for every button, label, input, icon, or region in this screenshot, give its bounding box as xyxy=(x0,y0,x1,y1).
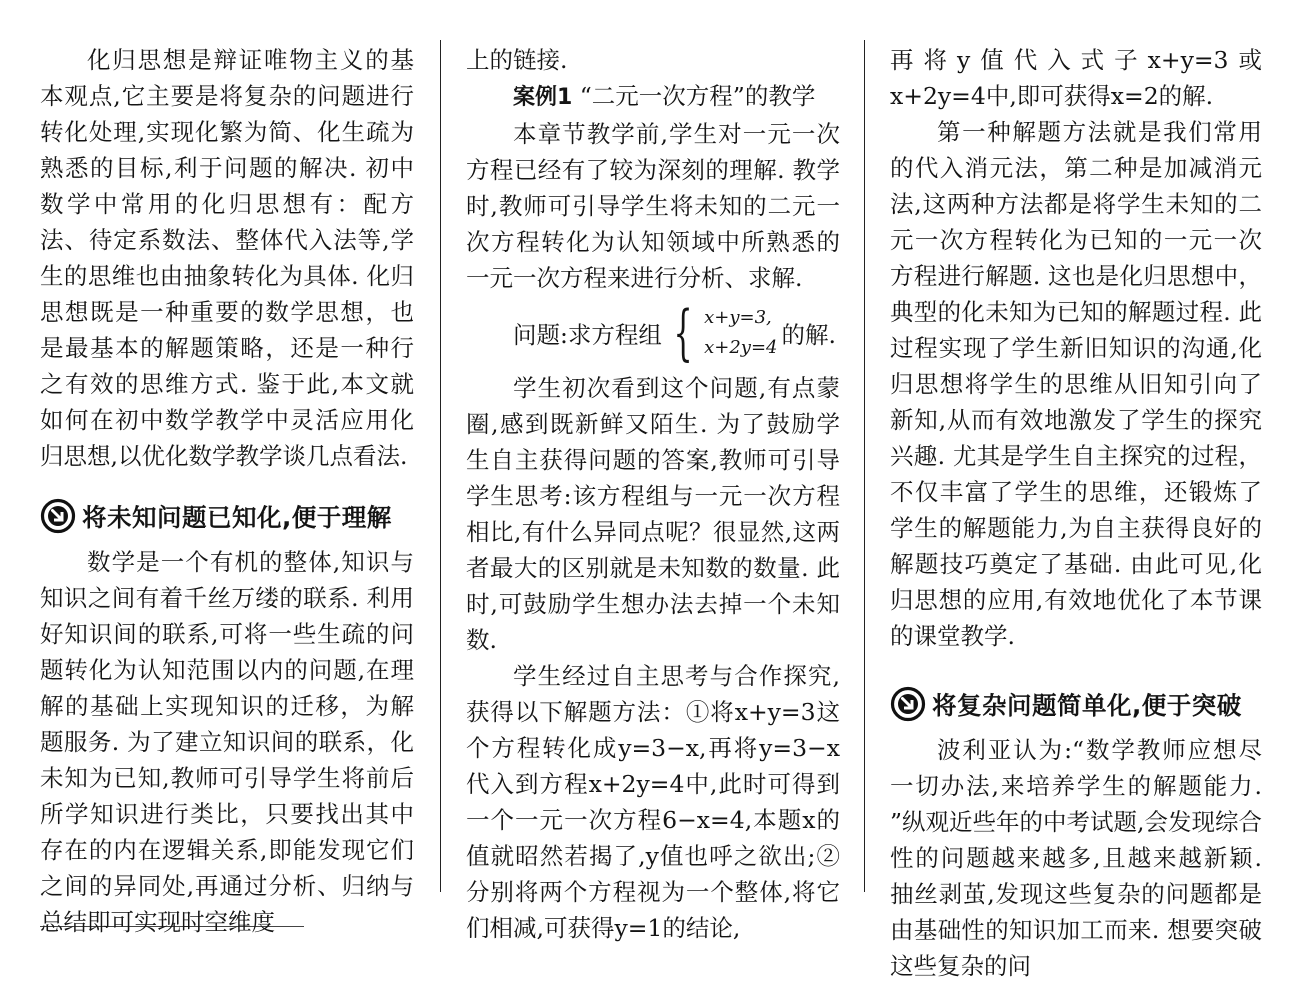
equation-2: x+2y=4 xyxy=(704,337,778,358)
discussion-paragraph: 学生初次看到这个问题,有点蒙圈,感到既新鲜又陌生. 为了鼓励学生自主获得问题的答案,教师可引导学生思考:该方程组与一元一次方程相比,有什么异同点呢？很显然,这两者最大的区别就是未知数的数量. 此时,可鼓励学生想办法去掉一个未知数. xyxy=(466,374,840,654)
equation-1: x+y=3, xyxy=(704,307,772,328)
section-2-paragraph: 波利亚认为:“数学教师应想尽一切办法,来培养学生的解题能力. ”纵观近些年的中考试题,会发现综合性的问题越来越多,且越来越新颖. 抽丝剥茧,发现这些复杂的问题都是由基础性的知识加工而来. 想要突破这些复杂的问 xyxy=(890,736,1262,980)
problem-suffix: 的解. xyxy=(781,321,836,349)
column-1 xyxy=(40,42,414,936)
section-title: 将复杂问题简单化,便于突破 xyxy=(932,690,1242,720)
continued-text: 上的链接. xyxy=(466,46,568,74)
arrow-circle-icon xyxy=(40,498,76,534)
solution-paragraph: 学生经过自主思考与合作探究,获得以下解题方法：①将x+y=3这个方程转化成y=3−x,再将y=3−x代入到方程x+2y=4中,此时可得到一个一元一次方程6−x=4,本题x的值就昭然若揭了,y值也呼之欲出;②分别将两个方程视为一个整体,将它们相减,可获得y=1的结论, xyxy=(466,662,840,942)
left-brace: { xyxy=(673,298,693,368)
section-heading-2 xyxy=(890,684,1262,724)
column-divider-1 xyxy=(440,40,441,892)
section-1-paragraph: 数学是一个有机的整体,知识与知识之间有着千丝万缕的联系. 利用好知识间的联系,可将一些生疏的问题转化为认知范围以内的问题,在理解的基础上实现知识的迁移，为解题服务. 为了建立知识间的联系，化未知为已知,教师可引导学生将前后所学知识进行类比，只要找出其中存在的内在逻辑关系,即能发现它们之间的异同处,再通过分析、归纳与总结即可实现时空维度 xyxy=(40,548,414,936)
column-3 xyxy=(890,42,1262,980)
arrow-circle-icon xyxy=(890,686,926,722)
case-label: 案例1 xyxy=(513,85,573,110)
case-heading xyxy=(466,78,840,116)
equation-problem xyxy=(466,300,840,366)
case-title: “二元一次方程”的教学 xyxy=(579,82,816,110)
analysis-paragraph: 第一种解题方法就是我们常用的代入消元法，第二种是加减消元法,这两种方法都是将学生未知的二元一次方程转化为已知的一元一次方程进行解题. 这也是化归思想中，典型的化未知为已知的解题过程. 此过程实现了学生新旧知识的沟通,化归思想将学生的思维从旧知引向了新知,从而有效地激发了学生的探究兴趣. 尤其是学生自主探究的过程，不仅丰富了学生的思维，还锻炼了学生的解题能力,为自主获得良好的解题技巧奠定了基础. 由此可见,化归思想的应用,有效地优化了本节课的课堂教学. xyxy=(890,118,1262,650)
section-title: 将未知问题已知化,便于理解 xyxy=(82,502,392,532)
column-divider-2 xyxy=(864,40,865,892)
equation-system xyxy=(704,303,777,363)
intro-paragraph: 化归思想是辩证唯物主义的基本观点,它主要是将复杂的问题进行转化处理,实现化繁为简、化生疏为熟悉的目标,利于问题的解决. 初中数学中常用的化归思想有：配方法、待定系数法、整体代入法等,学生的思维也由抽象转化为具体. 化归思想既是一种重要的数学思想，也是最基本的解题策略，还是一种行之有效的思维方式. 鉴于此,本文就如何在初中数学教学中灵活应用化归思想,以优化数学教学谈几点看法. xyxy=(40,46,414,470)
continued-text: 再将y值代入式子x+y=3或x+2y=4中,即可获得x=2的解. xyxy=(890,46,1262,110)
case-paragraph: 本章节教学前,学生对一元一次方程已经有了较为深刻的理解. 教学时,教师可引导学生将未知的二元一次方程转化为认知领域中所熟悉的一元一次方程来进行分析、求解. xyxy=(466,120,840,292)
problem-prefix: 问题:求方程组 xyxy=(513,321,662,349)
column-2 xyxy=(466,42,840,942)
section-heading-1 xyxy=(40,496,414,536)
